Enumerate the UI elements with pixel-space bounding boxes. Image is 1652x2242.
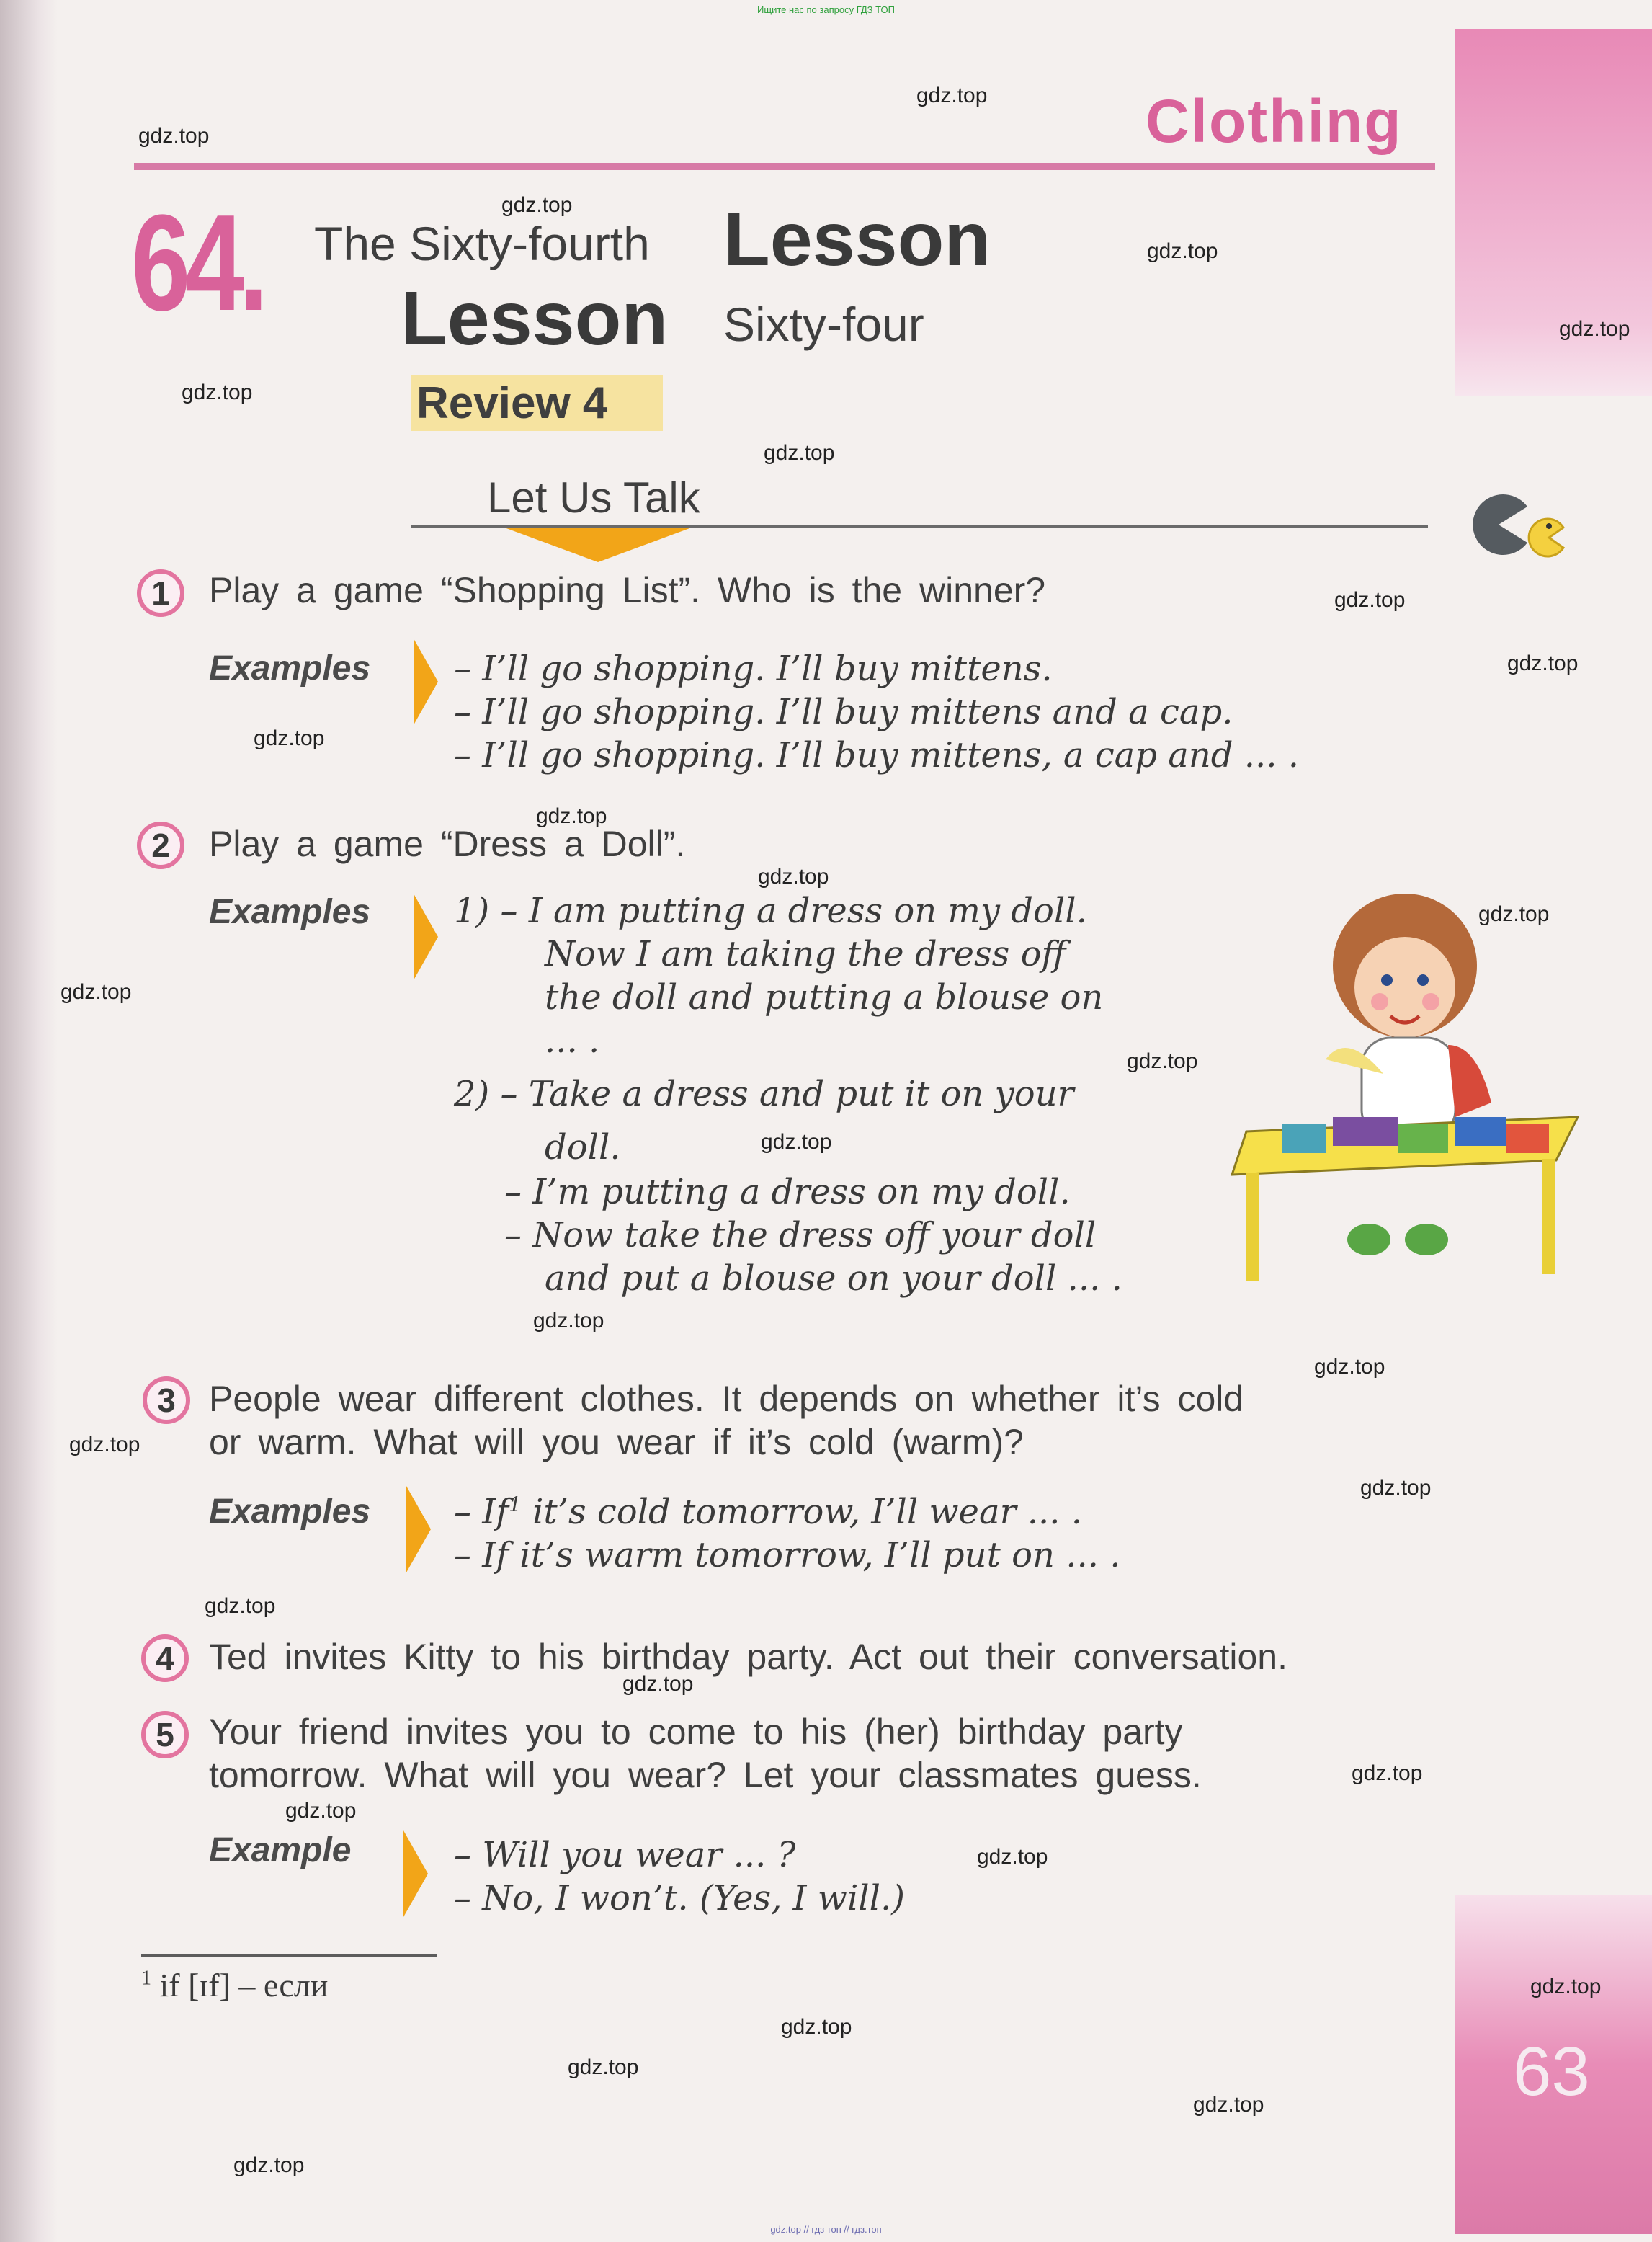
watermark: gdz.top <box>781 2015 852 2039</box>
exercise-number-badge: 3 <box>143 1376 190 1424</box>
watermark: gdz.top <box>182 381 253 404</box>
exercise-task-line: People wear different clothes. It depends on whether it’s cold <box>209 1379 1244 1419</box>
example-line: – If it’s warm tomorrow, I’ll put on ... . <box>454 1535 1121 1575</box>
examples-label: Examples <box>209 649 371 688</box>
footnote-marker: 1 <box>141 1967 151 1990</box>
watermark: gdz.top <box>205 1594 276 1618</box>
pacman-icon <box>1455 481 1571 568</box>
example-line: – If$^1$ it’s cold tomorrow, I’ll wear ... . <box>454 1492 1083 1532</box>
exercise-number-badge: 4 <box>141 1634 189 1682</box>
section-heading-lets-talk: Let Us Talk <box>487 473 700 522</box>
watermark: gdz.top <box>501 193 573 217</box>
watermark: gdz.top <box>61 980 132 1004</box>
example-line: – No, I won’t. (Yes, I will.) <box>454 1878 905 1918</box>
example-line: – I’ll go shopping. I’ll buy mittens. <box>454 649 1053 689</box>
example-line: – I’m putting a dress on my doll. <box>504 1172 1071 1212</box>
watermark: gdz.top <box>254 726 325 750</box>
watermark: gdz.top <box>764 441 835 465</box>
footnote <box>141 1966 328 2004</box>
watermark: gdz.top <box>761 1130 832 1154</box>
watermark: gdz.top <box>568 2055 639 2079</box>
exercise-task-line: or warm. What will you wear if it’s cold (warm)? <box>209 1422 1024 1462</box>
watermark: gdz.top <box>285 1799 357 1823</box>
page-number: 63 <box>1513 2033 1590 2110</box>
examples-arrow-icon <box>406 1486 431 1572</box>
watermark: gdz.top <box>1127 1049 1198 1073</box>
examples-arrow-icon <box>403 1830 428 1917</box>
watermark: gdz.top <box>138 124 210 148</box>
watermark: gdz.top <box>533 1309 604 1333</box>
examples-label: Example <box>209 1831 352 1869</box>
watermark: gdz.top <box>1334 588 1406 612</box>
watermark: gdz.top <box>1193 2093 1264 2117</box>
bottom-banner[interactable]: gdz.top // гдз топ // гдз.топ <box>770 2224 882 2235</box>
examples-arrow-icon <box>414 639 438 725</box>
footnote-text: if [ɪf] – если <box>159 1967 329 2003</box>
exercise-number-badge: 2 <box>137 822 184 869</box>
watermark: gdz.top <box>977 1845 1048 1869</box>
watermark: gdz.top <box>233 2153 305 2177</box>
lesson-title-cardinal: Sixty-four <box>723 298 924 351</box>
exercise-task: Play a game “Shopping List”. Who is the winner? <box>209 570 1046 610</box>
footnote-marker: 1 <box>508 1493 522 1516</box>
girl-with-doll-illustration <box>1218 886 1592 1290</box>
example-line: the doll and putting a blouse on <box>545 977 1104 1018</box>
examples-label: Examples <box>209 893 371 931</box>
example-line: – I’ll go shopping. I’ll buy mittens and a cap. <box>454 692 1233 732</box>
watermark: gdz.top <box>916 84 988 107</box>
example-line: and put a blouse on your doll ... . <box>545 1258 1122 1299</box>
example-line: – Will you wear ... ? <box>454 1835 796 1875</box>
section-title: Clothing <box>1146 87 1403 155</box>
watermark: gdz.top <box>622 1672 694 1696</box>
watermark: gdz.top <box>1360 1476 1432 1500</box>
exercise-task: Ted invites Kitty to his birthday party. Act out their conversation. <box>209 1637 1287 1677</box>
watermark: gdz.top <box>1559 317 1630 341</box>
watermark: gdz.top <box>1478 902 1550 926</box>
lesson-title-ordinal: The Sixty-fourth <box>314 217 650 270</box>
lesson-title-word: Lesson <box>723 197 991 282</box>
watermark: gdz.top <box>1314 1355 1385 1379</box>
watermark: gdz.top <box>69 1433 140 1456</box>
example-line: 2) – Take a dress and put it on your <box>454 1074 1074 1114</box>
example-line: – Now take the dress off your doll <box>504 1215 1097 1255</box>
exercise-number-badge: 1 <box>137 569 184 617</box>
top-banner[interactable]: Ищите нас по запросу ГДЗ ТОП <box>757 4 895 15</box>
exercise-task: Play a game “Dress a Doll”. <box>209 824 686 864</box>
exercise-task-line: tomorrow. What will you wear? Let your classmates guess. <box>209 1755 1202 1795</box>
example-line: 1) – I am putting a dress on my doll. <box>454 891 1087 931</box>
watermark: gdz.top <box>1507 651 1579 675</box>
lesson-title-word-2: Lesson <box>401 276 669 361</box>
watermark: gdz.top <box>758 865 829 889</box>
examples-arrow-icon <box>414 894 438 980</box>
example-line: Now I am taking the dress off <box>545 934 1066 974</box>
footnote-divider <box>141 1954 437 1957</box>
exercise-task-line: Your friend invites you to come to his (her) birthday party <box>209 1712 1183 1752</box>
watermark: gdz.top <box>1530 1975 1602 1998</box>
examples-label: Examples <box>209 1493 371 1531</box>
lesson-number: 64. <box>131 187 263 339</box>
watermark: gdz.top <box>536 804 607 828</box>
exercise-number-badge: 5 <box>141 1711 189 1758</box>
watermark: gdz.top <box>1352 1761 1423 1785</box>
book-spine-shadow <box>0 0 58 2242</box>
watermark: gdz.top <box>1147 239 1218 263</box>
example-line: ... . <box>545 1020 600 1061</box>
section-arrow-icon <box>504 528 692 562</box>
header-divider <box>134 163 1435 170</box>
example-line: doll. <box>545 1127 621 1167</box>
example-line: – I’ll go shopping. I’ll buy mittens, a cap and ... . <box>454 735 1299 775</box>
review-label: Review 4 <box>416 378 608 428</box>
